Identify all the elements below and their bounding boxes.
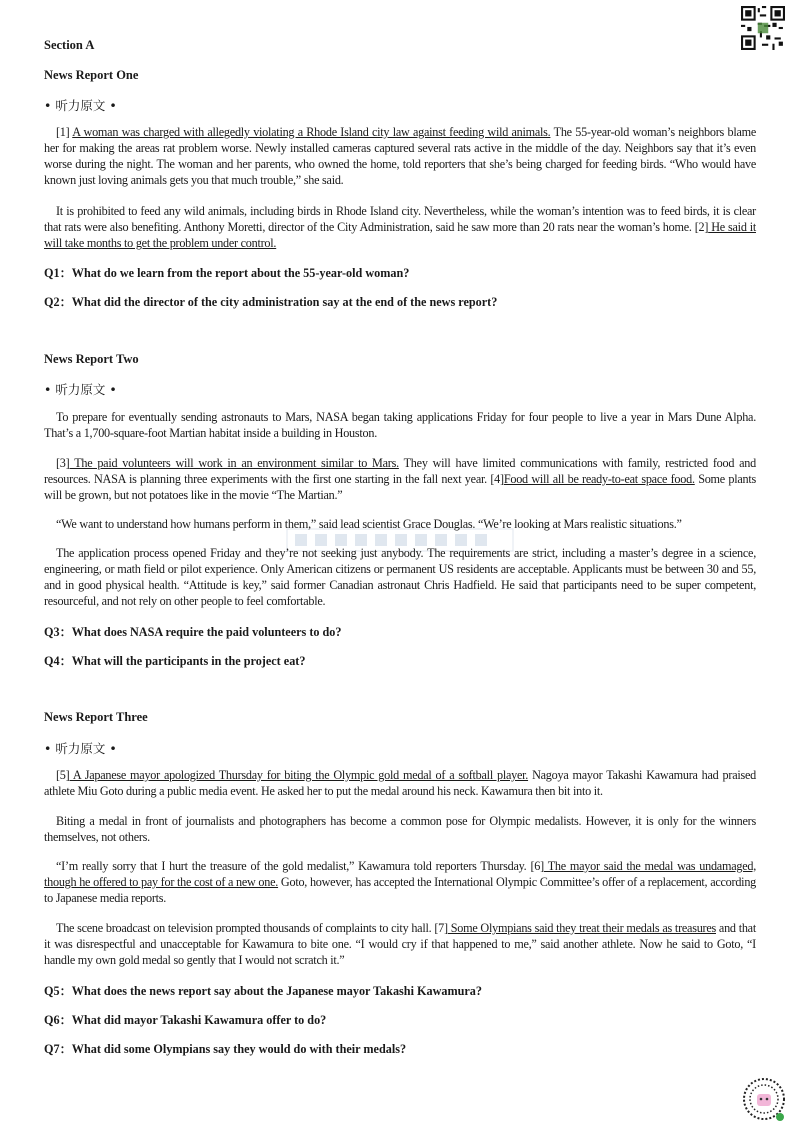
key-sentence: The paid volunteers will work in an environment similar to Mars. <box>69 456 399 470</box>
marker-number: [3] <box>56 456 70 470</box>
key-sentence: Some Olympians said they treat their medals as treasures <box>447 921 716 935</box>
paragraph-text: The 55-year-old woman’s neighbors blame her for making the areas rat problem worse. Newly installed cameras captured several rats active in the middle of the day. Neighbors say that it’s even worse during the night. The woman and her parents, who owned the home, told reporters that she’s being charged for feeding birds. “Who would have known just loving animals gets you that much trouble,” she said. <box>44 125 757 187</box>
marker-number: [4] <box>490 472 504 486</box>
paragraph <box>44 203 756 251</box>
marker-number: [5] <box>56 768 70 782</box>
paragraph: The application process opened Friday and they’re not seeking just anybody. The requirements are strict, including a master’s degree in a science, engineering, or math field or pilot experience. Only American citizens or permanent US residents are acceptable. Applicants must be between 30 and 55, and in good physical health. “Attitude is key,” said former Canadian astronaut Chris Hadfield. He said that participants need to be super competent, resourceful, and not rely on other people to feel comfortable. <box>44 546 756 608</box>
question: Q1：What do we learn from the report about the 55-year-old woman? <box>44 266 410 280</box>
transcript-tag: • 听力原文 • <box>44 382 117 397</box>
key-sentence: He said it will take months to get the problem under control. <box>44 220 756 250</box>
marker-number: [1] <box>56 125 70 139</box>
paragraph-text: Nagoya mayor Takashi Kawamura had praised athlete Miu Goto during a public media event. He asked her to put the medal around his neck. Kawamura then bit into it. <box>44 768 756 798</box>
mascot-logo-icon <box>740 1075 788 1125</box>
paragraph-text: and that it was disrespectful and unacceptable for Kawamura to bite one. “I would cry if that happened to me,” said another athlete. Now he said to Goto, “I handle my own gold medal so gently that I would not scratch it.” <box>44 921 756 967</box>
report-title: News Report Three <box>44 710 148 724</box>
key-sentence: Food will all be ready-to-eat space food. <box>503 472 695 486</box>
section-title: Section A <box>44 38 95 52</box>
key-sentence: A woman was charged with allegedly violating a Rhode Island city law against feeding wild animals. <box>72 125 551 139</box>
question: Q4：What will the participants in the project eat? <box>44 654 306 668</box>
paragraph <box>44 767 756 799</box>
question: Q2：What did the director of the city administration say at the end of the news report? <box>44 295 498 309</box>
question: Q6：What did mayor Takashi Kawamura offer to do? <box>44 1013 327 1027</box>
question: Q3：What does NASA require the paid volunteers to do? <box>44 625 342 639</box>
paragraph-text: The scene broadcast on television prompted thousands of complaints to city hall. <box>56 921 435 935</box>
key-sentence: The mayor said the medal was undamaged, though he offered to pay for the cost of a new one. <box>44 859 756 889</box>
paragraph <box>44 920 756 968</box>
report-title: News Report One <box>44 68 139 82</box>
transcript-tag: • 听力原文 • <box>44 741 117 756</box>
question: Q5：What does the news report say about the Japanese mayor Takashi Kawamura? <box>44 984 482 998</box>
paragraph-text: It is prohibited to feed any wild animals, including birds in Rhode Island city. Nevertheless, while the woman’s intention was to feed birds, it is clear that rats were also benefiting. Anthony Moretti, director of the City Administration, said he saw more than 20 rats near the woman’s home. <box>44 204 756 234</box>
paragraph: “We want to understand how humans perform in them,” said lead scientist Grace Douglas. “We’re looking at Mars realistic situations.” <box>56 517 682 531</box>
paragraph: Biting a medal in front of journalists and photographers has become a common pose for Olympic medalists. However, it is only for the winners themselves, not others. <box>44 814 756 844</box>
paragraph-text: They will have limited communications with family, restricted food and resources. NASA is planning three experiments with the first one starting in the fall next year. <box>44 456 756 486</box>
marker-number: [6] <box>530 859 544 873</box>
paragraph-text: “I’m really sorry that I hurt the treasure of the gold medalist,” Kawamura told reporters Thursday. <box>56 859 531 873</box>
paragraph-text: Goto, however, has accepted the International Olympic Committee’s offer of a replacement, according to Japanese media reports. <box>44 875 757 905</box>
key-sentence: A Japanese mayor apologized Thursday for biting the Olympic gold medal of a softball player. <box>69 768 529 782</box>
paragraph: To prepare for eventually sending astronauts to Mars, NASA began taking applications Friday for four people to live a year in Mars Dune Alpha. That’s a 1,700-square-foot Martian habitat inside a building in Houston. <box>44 410 756 440</box>
transcript-tag: • 听力原文 • <box>44 98 117 113</box>
question: Q7：What did some Olympians say they would do with their medals? <box>44 1042 407 1056</box>
marker-number: [7] <box>434 921 448 935</box>
report-title: News Report Two <box>44 352 139 366</box>
paragraph <box>44 124 756 188</box>
paragraph <box>44 455 756 503</box>
paragraph-text: Some plants will be grown, but not potatoes like in the movie “The Martian.” <box>44 472 757 502</box>
marker-number: [2] <box>694 220 709 234</box>
paragraph <box>44 858 756 906</box>
